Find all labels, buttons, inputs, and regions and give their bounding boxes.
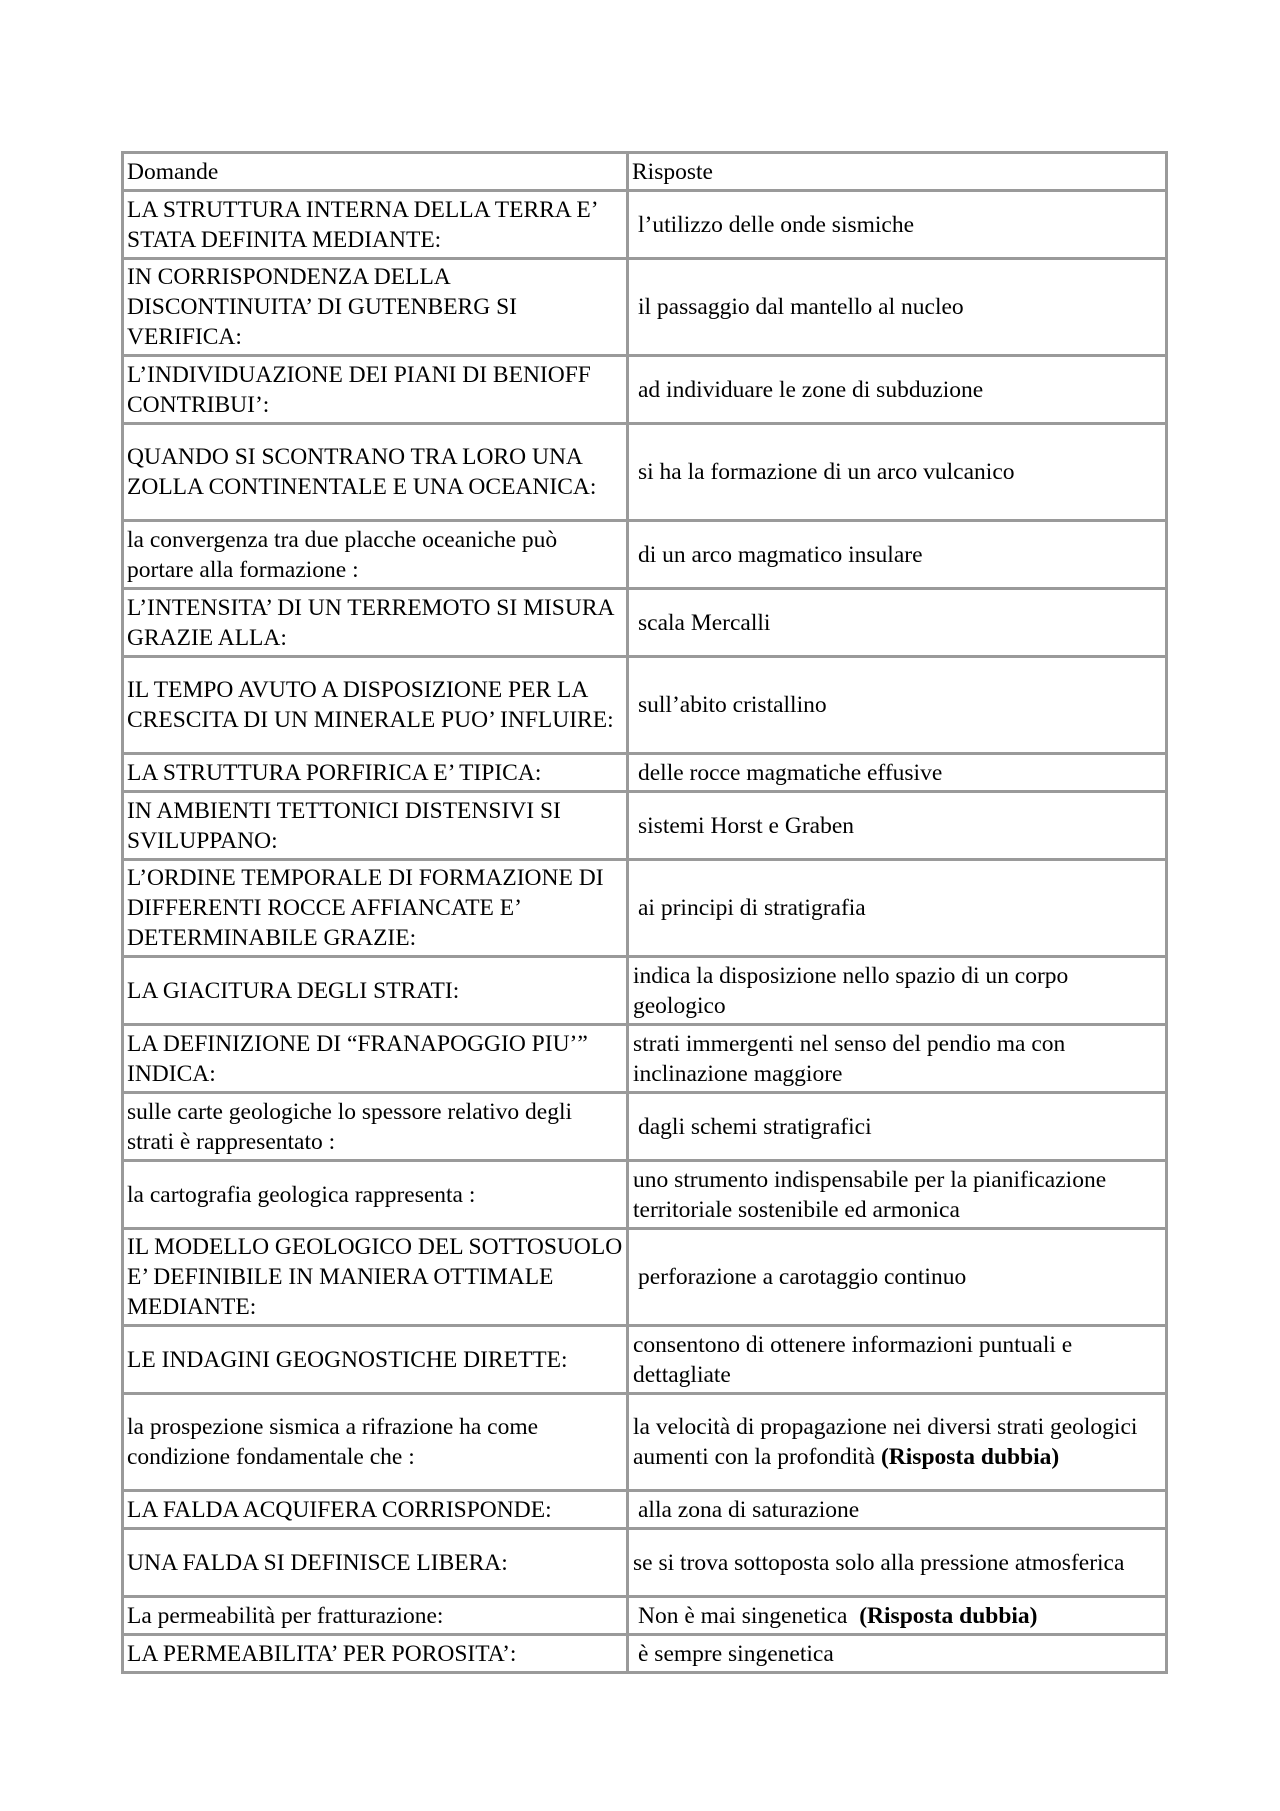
table-header-row bbox=[123, 153, 1167, 191]
answer-cell: si ha la formazione di un arco vulcanico bbox=[628, 424, 1167, 521]
table-row bbox=[123, 792, 1167, 860]
answer-cell: indica la disposizione nello spazio di un corpo geologico bbox=[628, 957, 1167, 1025]
table-row bbox=[123, 1635, 1167, 1673]
table-row bbox=[123, 424, 1167, 521]
question-cell: LA STRUTTURA INTERNA DELLA TERRA E’ STATA DEFINITA MEDIANTE: bbox=[123, 191, 628, 259]
table-row bbox=[123, 1093, 1167, 1161]
answer-cell: perforazione a carotaggio continuo bbox=[628, 1229, 1167, 1326]
answer-cell: sull’abito cristallino bbox=[628, 657, 1167, 754]
question-cell: UNA FALDA SI DEFINISCE LIBERA: bbox=[123, 1529, 628, 1597]
question-cell: QUANDO SI SCONTRANO TRA LORO UNA ZOLLA CONTINENTALE E UNA OCEANICA: bbox=[123, 424, 628, 521]
table-row bbox=[123, 1025, 1167, 1093]
question-cell: L’INDIVIDUAZIONE DEI PIANI DI BENIOFF CONTRIBUI’: bbox=[123, 356, 628, 424]
answer-text: Non è mai singenetica bbox=[638, 1602, 848, 1629]
question-cell: LA DEFINIZIONE DI “FRANAPOGGIO PIU’” INDICA: bbox=[123, 1025, 628, 1093]
question-cell: LE INDAGINI GEOGNOSTICHE DIRETTE: bbox=[123, 1326, 628, 1394]
question-cell: L’ORDINE TEMPORALE DI FORMAZIONE DI DIFFERENTI ROCCE AFFIANCATE E’ DETERMINABILE GRAZIE: bbox=[123, 860, 628, 957]
table-row bbox=[123, 259, 1167, 356]
answer-cell: ai principi di stratigrafia bbox=[628, 860, 1167, 957]
table-row bbox=[123, 1229, 1167, 1326]
question-cell: IL MODELLO GEOLOGICO DEL SOTTOSUOLO E’ DEFINIBILE IN MANIERA OTTIMALE MEDIANTE: bbox=[123, 1229, 628, 1326]
question-cell: IN AMBIENTI TETTONICI DISTENSIVI SI SVILUPPANO: bbox=[123, 792, 628, 860]
table-row bbox=[123, 521, 1167, 589]
answer-cell bbox=[628, 1394, 1167, 1491]
answer-text: la velocità di propagazione nei diversi strati geologici aumenti con la profondità bbox=[633, 1414, 1138, 1470]
answer-cell: scala Mercalli bbox=[628, 589, 1167, 657]
table-row bbox=[123, 860, 1167, 957]
question-cell: la prospezione sismica a rifrazione ha come condizione fondamentale che : bbox=[123, 1394, 628, 1491]
header-answers: Risposte bbox=[628, 153, 1167, 191]
question-cell: L’INTENSITA’ DI UN TERREMOTO SI MISURA GRAZIE ALLA: bbox=[123, 589, 628, 657]
table-row bbox=[123, 356, 1167, 424]
question-cell: LA STRUTTURA PORFIRICA E’ TIPICA: bbox=[123, 754, 628, 792]
answer-cell: alla zona di saturazione bbox=[628, 1491, 1167, 1529]
table-row bbox=[123, 589, 1167, 657]
question-cell: sulle carte geologiche lo spessore relativo degli strati è rappresentato : bbox=[123, 1093, 628, 1161]
answer-cell: consentono di ottenere informazioni puntuali e dettagliate bbox=[628, 1326, 1167, 1394]
question-cell: La permeabilità per fratturazione: bbox=[123, 1597, 628, 1635]
answer-cell: è sempre singenetica bbox=[628, 1635, 1167, 1673]
answer-cell: ad individuare le zone di subduzione bbox=[628, 356, 1167, 424]
answer-cell: il passaggio dal mantello al nucleo bbox=[628, 259, 1167, 356]
qa-table bbox=[121, 151, 1168, 1674]
table-row bbox=[123, 1529, 1167, 1597]
answer-cell: uno strumento indispensabile per la pianificazione territoriale sostenibile ed armonica bbox=[628, 1161, 1167, 1229]
question-cell: IN CORRISPONDENZA DELLA DISCONTINUITA’ DI GUTENBERG SI VERIFICA: bbox=[123, 259, 628, 356]
table-row bbox=[123, 1161, 1167, 1229]
question-cell: la convergenza tra due placche oceaniche può portare alla formazione : bbox=[123, 521, 628, 589]
answer-cell: l’utilizzo delle onde sismiche bbox=[628, 191, 1167, 259]
table-row bbox=[123, 657, 1167, 754]
question-cell: la cartografia geologica rappresenta : bbox=[123, 1161, 628, 1229]
answer-cell: di un arco magmatico insulare bbox=[628, 521, 1167, 589]
doubt-note: (Risposta dubbia) bbox=[880, 1444, 1060, 1470]
question-cell: IL TEMPO AVUTO A DISPOSIZIONE PER LA CRESCITA DI UN MINERALE PUO’ INFLUIRE: bbox=[123, 657, 628, 754]
question-cell: LA GIACITURA DEGLI STRATI: bbox=[123, 957, 628, 1025]
answer-cell: dagli schemi stratigrafici bbox=[628, 1093, 1167, 1161]
doubt-note: (Risposta dubbia) bbox=[859, 1602, 1038, 1629]
table-row bbox=[123, 754, 1167, 792]
header-questions: Domande bbox=[123, 153, 628, 191]
question-cell: LA FALDA ACQUIFERA CORRISPONDE: bbox=[123, 1491, 628, 1529]
answer-cell: strati immergenti nel senso del pendio ma con inclinazione maggiore bbox=[628, 1025, 1167, 1093]
table-row bbox=[123, 191, 1167, 259]
table-row bbox=[123, 1597, 1167, 1635]
answer-cell: sistemi Horst e Graben bbox=[628, 792, 1167, 860]
answer-cell bbox=[628, 1597, 1167, 1635]
table-row bbox=[123, 1394, 1167, 1491]
answer-cell: delle rocce magmatiche effusive bbox=[628, 754, 1167, 792]
table-row bbox=[123, 1491, 1167, 1529]
question-cell: LA PERMEABILITA’ PER POROSITA’: bbox=[123, 1635, 628, 1673]
table-row bbox=[123, 957, 1167, 1025]
table-row bbox=[123, 1326, 1167, 1394]
answer-cell: se si trova sottoposta solo alla pressione atmosferica bbox=[628, 1529, 1167, 1597]
